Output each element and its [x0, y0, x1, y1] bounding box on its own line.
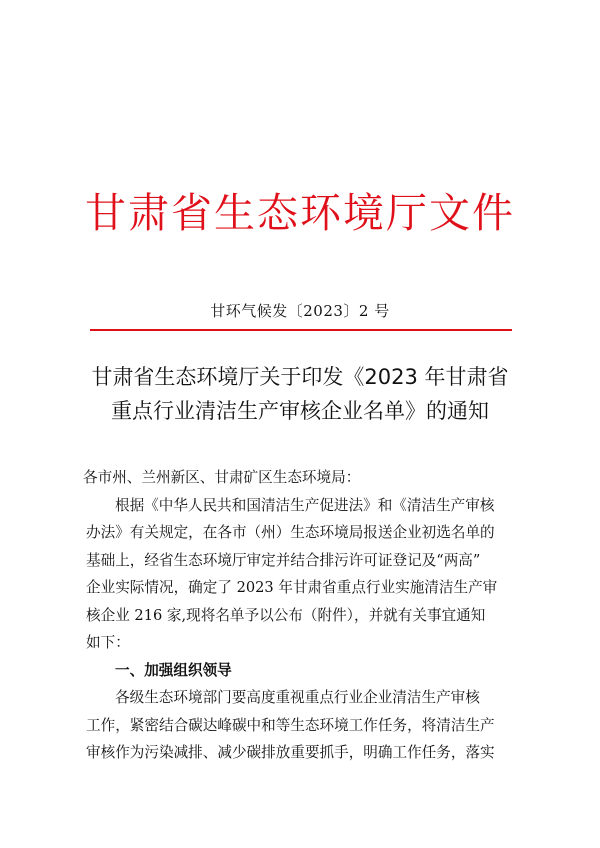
body-line: 根据《中华人民共和国清洁生产促进法》和《清洁生产审核	[115, 496, 495, 514]
body-line: 审核作为污染减排、减少碳排放重要抓手，明确工作任务，落实	[86, 744, 495, 761]
document-body	[83, 464, 518, 767]
addressee: 各市州、兰州新区、甘肃矿区生态环境局：	[83, 469, 361, 486]
body-line: 核企业 216 家,现将名单予以公布（附件），并就有关事宜通知	[86, 606, 486, 624]
document-number: 甘环气候发〔2023〕2 号	[210, 302, 390, 320]
subject-line-2: 重点行业清洁生产审核企业名单》的通知	[111, 399, 489, 423]
body-line: 工作，紧密结合碳达峰碳中和等生态环境工作任务，将清洁生产	[86, 716, 495, 734]
document-subject	[70, 360, 530, 428]
body-line: 企业实际情况，确定了 2023 年甘肃省重点行业实施清洁生产审	[86, 579, 498, 596]
body-line: 基础上，经省生态环境厅审定并结合排污许可证登记及“两高”	[86, 551, 481, 569]
document-header-title: 甘肃省生态环境厅文件	[85, 189, 515, 237]
subject-line-1: 甘肃省生态环境厅关于印发《2023 年甘肃省	[91, 365, 509, 389]
body-line: 办法》有关规定，在各市（州）生态环境局报送企业初选名单的	[86, 524, 495, 541]
section-heading: 一、加强组织领导	[115, 661, 232, 679]
body-line: 各级生态环境部门要高度重视重点行业企业清洁生产审核	[115, 689, 480, 706]
body-line: 如下：	[86, 634, 130, 651]
red-divider-line	[90, 329, 512, 331]
